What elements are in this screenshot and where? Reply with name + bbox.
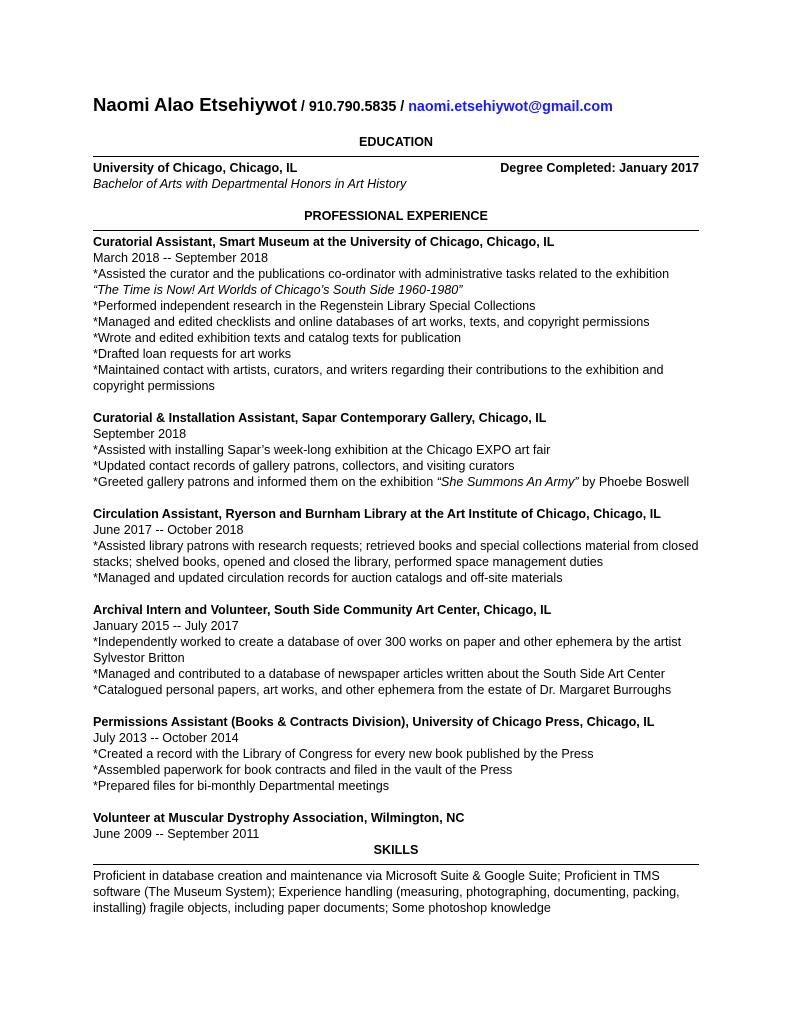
degree-status: Degree Completed: January 2017: [500, 161, 699, 175]
section-divider: [93, 864, 699, 865]
resume-page: [93, 94, 699, 916]
phone-number: 910.790.5835: [308, 99, 397, 115]
job-entry: [93, 602, 699, 698]
job-dates: March 2018 -- September 2018: [93, 251, 269, 265]
job-dates: July 2013 -- October 2014: [93, 731, 239, 745]
job-bullet: *Assisted with installing Sapar’s week-long exhibition at the Chicago EXPO art fair: [93, 443, 551, 457]
job-dates: September 2018: [93, 427, 187, 441]
experience-list: [93, 234, 699, 842]
exhibition-title: “She Summons An Army”: [436, 475, 579, 489]
job-bullet: *Drafted loan requests for art works: [93, 347, 292, 361]
job-bullet: *Catalogued personal papers, art works, and other ephemera from the estate of Dr. Margaret Burroughs: [93, 683, 672, 697]
school-name: University of Chicago, Chicago, IL: [93, 161, 298, 175]
email-link[interactable]: naomi.etsehiywot@gmail.com: [408, 99, 613, 115]
job-entry: [93, 810, 699, 842]
job-bullet: *Assisted library patrons with research requests; retrieved books and special collections material from closed stacks; shelved books, opened and closed the library, performed space management duties: [93, 539, 699, 569]
job-title: Archival Intern and Volunteer, South Side Community Art Center, Chicago, IL: [93, 603, 552, 617]
job-bullet: *Assembled paperwork for book contracts and filed in the vault of the Press: [93, 763, 513, 777]
job-dates: June 2009 -- September 2011: [93, 827, 260, 841]
job-title: Permissions Assistant (Books & Contracts Division), University of Chicago Press, Chicago, IL: [93, 715, 655, 729]
job-bullet: [93, 474, 699, 490]
candidate-name: Naomi Alao Etsehiywot: [93, 94, 297, 115]
job-bullet-text: by Phoebe Boswell: [578, 475, 690, 489]
experience-heading: PROFESSIONAL EXPERIENCE: [304, 209, 488, 223]
job-bullet: *Maintained contact with artists, curators, and writers regarding their contributions to the exhibition and copyright permissions: [93, 363, 664, 393]
job-bullet: *Assisted the curator and the publications co-ordinator with administrative tasks related to the exhibition: [93, 267, 670, 281]
job-dates: June 2017 -- October 2018: [93, 523, 244, 537]
job-entry: [93, 506, 699, 586]
job-bullet: *Prepared files for bi-monthly Departmental meetings: [93, 779, 390, 793]
job-entry: [93, 410, 699, 490]
section-divider: [93, 230, 699, 231]
job-entry: [93, 714, 699, 794]
skills-text: Proficient in database creation and maintenance via Microsoft Suite & Google Suite; Proficient in TMS software (The Museum System); Experience handling (measuring, photographing, documenting, packing, installing) fragile objects, including paper documents; Some photoshop knowledge: [93, 869, 680, 915]
job-bullet: *Managed and edited checklists and online databases of art works, texts, and copyright permissions: [93, 315, 650, 329]
exhibition-title: “The Time is Now! Art Worlds of Chicago’s South Side 1960-1980”: [93, 283, 463, 297]
job-bullet: *Wrote and edited exhibition texts and catalog texts for publication: [93, 331, 462, 345]
job-title: Curatorial Assistant, Smart Museum at the University of Chicago, Chicago, IL: [93, 235, 555, 249]
job-title: Volunteer at Muscular Dystrophy Association, Wilmington, NC: [93, 811, 465, 825]
job-dates: January 2015 -- July 2017: [93, 619, 239, 633]
job-bullet: *Independently worked to create a database of over 300 works on paper and other ephemera by the artist Sylvestor Britton: [93, 635, 682, 665]
section-divider: [93, 156, 699, 157]
job-bullet: *Updated contact records of gallery patrons, collectors, and visiting curators: [93, 459, 515, 473]
header-separator: /: [396, 99, 409, 115]
education-heading: EDUCATION: [359, 135, 433, 149]
job-bullet: *Performed independent research in the Regenstein Library Special Collections: [93, 299, 536, 313]
resume-header: [93, 94, 699, 118]
header-separator: /: [296, 99, 309, 115]
job-bullet: *Managed and updated circulation records for auction catalogs and off-site materials: [93, 571, 563, 585]
job-title: Circulation Assistant, Ryerson and Burnham Library at the Art Institute of Chicago, Chicago, IL: [93, 507, 661, 521]
job-bullet: *Managed and contributed to a database of newspaper articles written about the South Side Art Center: [93, 667, 665, 681]
education-school-row: [93, 160, 699, 176]
degree-name: Bachelor of Arts with Departmental Honors in Art History: [93, 177, 407, 191]
job-bullet-text: *Greeted gallery patrons and informed them on the exhibition: [93, 475, 437, 489]
job-entry: [93, 234, 699, 394]
job-bullet: *Created a record with the Library of Congress for every new book published by the Press: [93, 747, 594, 761]
job-title: Curatorial & Installation Assistant, Sapar Contemporary Gallery, Chicago, IL: [93, 411, 547, 425]
skills-heading: SKILLS: [373, 843, 419, 857]
